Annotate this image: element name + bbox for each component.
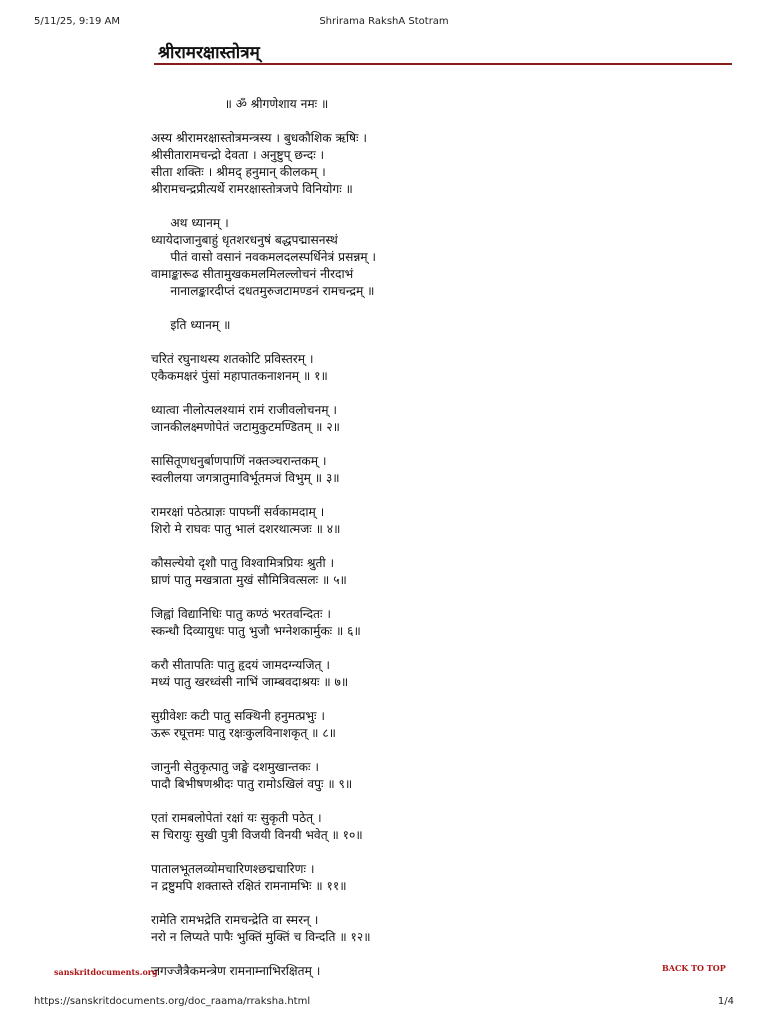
text-line: श्रीरामचन्द्रप्रीत्यर्थे रामरक्षास्तोत्रजपे विनियोगः ॥ xyxy=(151,182,353,196)
blank-line xyxy=(151,691,711,708)
text-line: श्रीसीतारामचन्द्रो देवता । अनुष्टुप् छन्दः । xyxy=(151,148,325,162)
blank-line xyxy=(151,198,711,215)
text-line: जानुनी सेतुकृत्पातु जङ्घे दशमुखान्तकः । xyxy=(151,760,319,774)
print-page-number: 1/4 xyxy=(717,996,734,1007)
text-line: नानालङ्कारदीप्तं दधतमुरुजटामण्डनं रामचन्द्रम् ॥ xyxy=(151,284,375,298)
text-line: रामरक्षां पठेत्प्राज्ञः पापघ्नीं सर्वकामदाम् । xyxy=(151,505,325,519)
text-line: ॥ ॐ श्रीगणेशाय नमः ॥ xyxy=(151,97,329,111)
blank-line xyxy=(151,334,711,351)
text-line: करौ सीतापतिः पातु हृदयं जामदग्न्यजित् । xyxy=(151,658,330,672)
blank-line xyxy=(151,385,711,402)
text-line: पातालभूतलव्योमचारिणश्छद्मचारिणः । xyxy=(151,862,315,876)
page-title: श्रीरामरक्षास्तोत्रम् xyxy=(158,43,260,63)
text-line: स्वलीलया जगत्रातुमाविर्भूतमजं विभुम् ॥ ३॥ xyxy=(151,471,340,485)
blank-line xyxy=(151,113,711,130)
back-to-top-link[interactable]: BACK TO TOP xyxy=(662,963,726,973)
stotram-text xyxy=(151,96,711,980)
text-line: स चिरायुः सुखी पुत्री विजयी विनयी भवेत् ॥ १०॥ xyxy=(151,828,363,842)
text-line: सुग्रीवेशः कटी पातु सक्थिनी हनुमत्प्रभुः । xyxy=(151,709,326,723)
cutoff-next-line xyxy=(178,985,358,990)
text-line: सीता शक्तिः । श्रीमद् हनुमान् कीलकम् । xyxy=(151,165,326,179)
text-line: मध्यं पातु खरध्वंसी नाभिं जाम्बवदाश्रयः ॥ ७॥ xyxy=(151,675,349,689)
blank-line xyxy=(151,742,711,759)
text-line: कौसल्येयो दृशौ पातु विश्वामित्रप्रियः श्रुती । xyxy=(151,556,335,570)
text-line: पीतं वासो वसानं नवकमलदलस्पर्धिनेत्रं प्रसन्नम् । xyxy=(151,250,377,264)
blank-line xyxy=(151,844,711,861)
print-date: 5/11/25, 9:19 AM xyxy=(34,16,121,27)
text-line: एकैकमक्षरं पुंसां महापातकनाशनम् ॥ १॥ xyxy=(151,369,328,383)
text-line: स्कन्धौ दिव्यायुधः पातु भुजौ भग्नेशकार्मुकः ॥ ६॥ xyxy=(151,624,361,638)
site-link[interactable]: sanskritdocuments.org xyxy=(54,967,158,977)
blank-line xyxy=(151,946,711,963)
text-line: घ्राणं पातु मखत्राता मुखं सौमित्रिवत्सलः ॥ ५॥ xyxy=(151,573,347,587)
text-line: पादौ बिभीषणश्रीदः पातु रामोऽखिलं वपुः ॥ ९॥ xyxy=(151,777,353,791)
blank-line xyxy=(151,538,711,555)
text-line: जगज्जैत्रैकमन्त्रेण रामनाम्नाभिरक्षितम् । xyxy=(151,964,321,978)
text-line: नरो न लिप्यते पापैः भुक्तिं मुक्तिं च विन्दति ॥ १२॥ xyxy=(151,930,371,944)
blank-line xyxy=(151,487,711,504)
title-divider xyxy=(154,63,732,65)
text-line: जानकीलक्ष्मणोपेतं जटामुकुटमण्डितम् ॥ २॥ xyxy=(151,420,340,434)
text-line: अस्य श्रीरामरक्षास्तोत्रमन्त्रस्य । बुधकौशिक ऋषिः । xyxy=(151,131,368,145)
text-line: इति ध्यानम् ॥ xyxy=(151,318,231,332)
text-line: न द्रष्टुमपि शक्तास्ते रक्षितं रामनामभिः ॥ ११॥ xyxy=(151,879,347,893)
text-line: ध्यायेदाजानुबाहुं धृतशरधनुषं बद्धपद्मासनस्थं xyxy=(151,233,338,247)
text-line: ध्यात्वा नीलोत्पलश्यामं रामं राजीवलोचनम् । xyxy=(151,403,337,417)
blank-line xyxy=(151,793,711,810)
text-line: सासितूणधनुर्बाणपाणिं नक्तञ्चरान्तकम् । xyxy=(151,454,327,468)
blank-line xyxy=(151,895,711,912)
text-line: ऊरू रघूत्तमः पातु रक्षःकुलविनाशकृत् ॥ ८॥ xyxy=(151,726,336,740)
blank-line xyxy=(151,640,711,657)
text-line: वामाङ्कारूढ सीतामुखकमलमिलल्लोचनं नीरदाभं xyxy=(151,267,354,281)
text-line: अथ ध्यानम् । xyxy=(151,216,229,230)
text-line: रामेति रामभद्रेति रामचन्द्रेति वा स्मरन् । xyxy=(151,913,319,927)
text-line: जिह्वां विद्यानिधिः पातु कण्ठं भरतवन्दितः । xyxy=(151,607,331,621)
print-doc-title: Shrirama RakshA Stotram xyxy=(319,16,449,27)
blank-line xyxy=(151,589,711,606)
blank-line xyxy=(151,436,711,453)
blank-line xyxy=(151,300,711,317)
text-line: एतां रामबलोपेतां रक्षां यः सुकृती पठेत् । xyxy=(151,811,322,825)
text-line: शिरो मे राघवः पातु भालं दशरथात्मजः ॥ ४॥ xyxy=(151,522,341,536)
text-line: चरितं रघुनाथस्य शतकोटि प्रविस्तरम् । xyxy=(151,352,314,366)
print-url: https://sanskritdocuments.org/doc_raama/rraksha.html xyxy=(34,996,311,1007)
